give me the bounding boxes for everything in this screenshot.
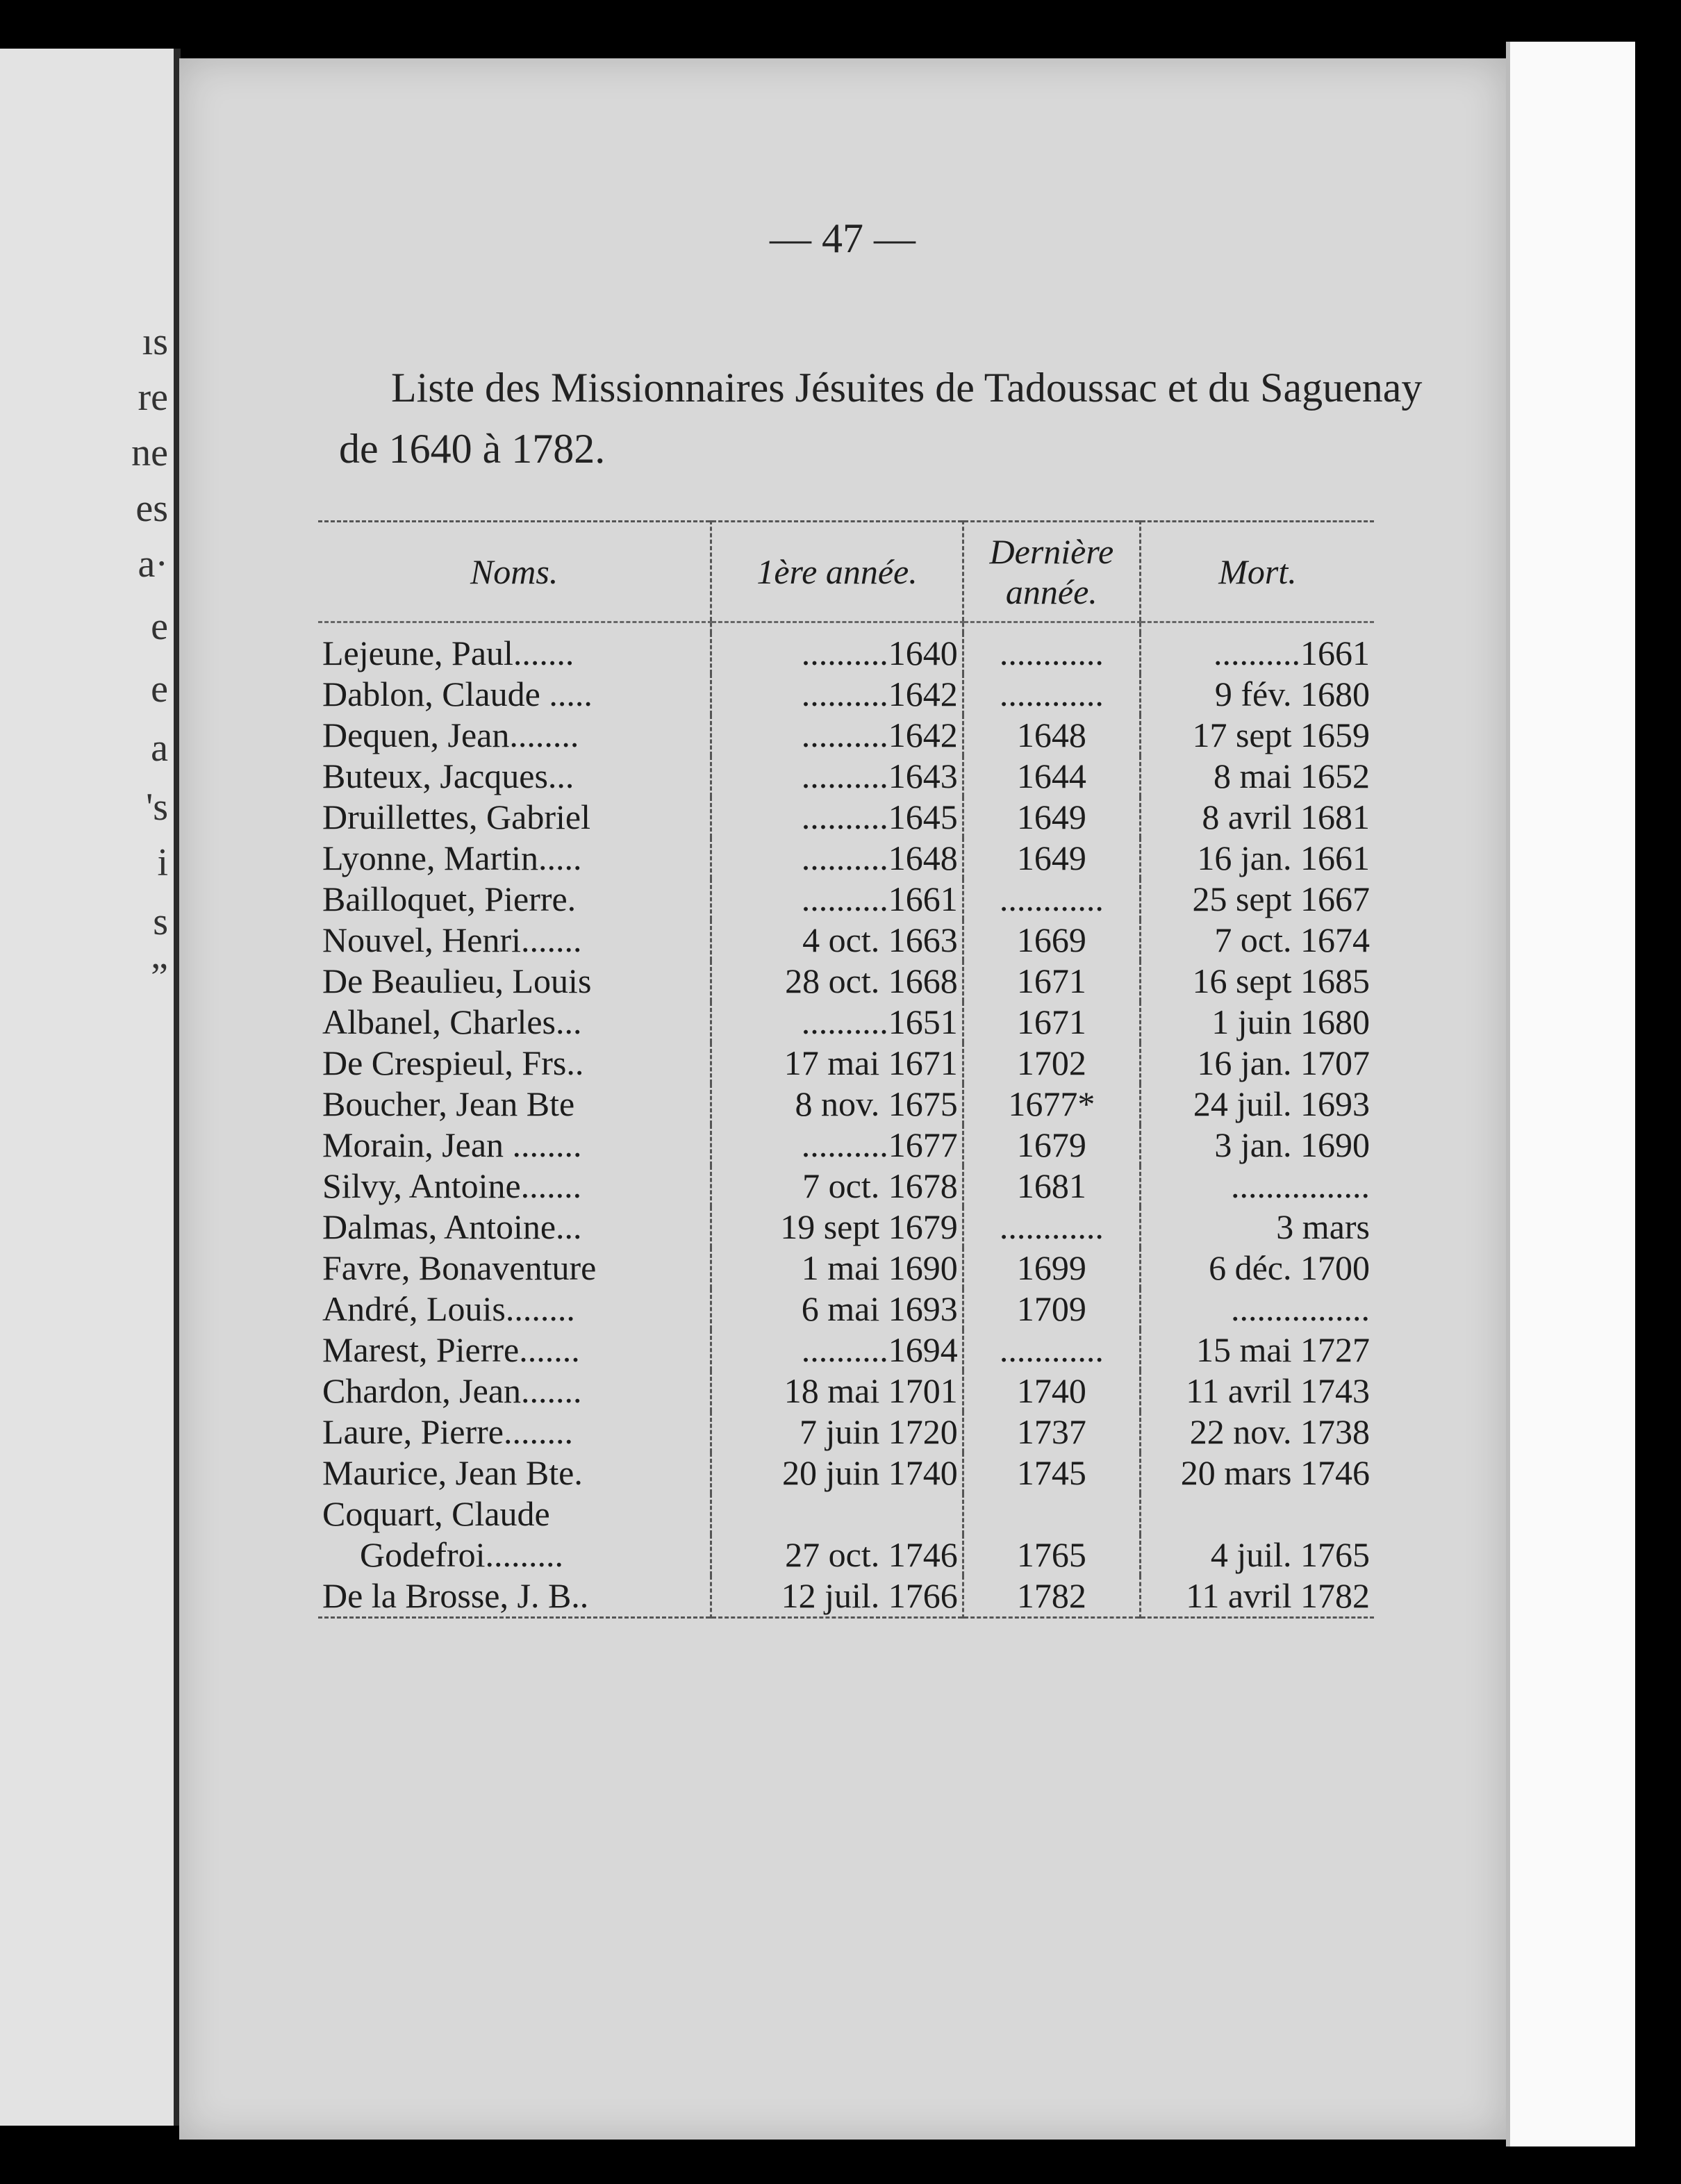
death-date-cell: ..........1661 (1140, 633, 1374, 674)
table-row (318, 1125, 1374, 1166)
last-year-cell: 1699 (963, 1248, 1140, 1289)
missionary-name-cell: De Crespieul, Frs.. (322, 1043, 584, 1082)
left-edge-text: ıs (142, 320, 168, 363)
last-year-cell: 1709 (963, 1289, 1140, 1330)
table-row (318, 1453, 1374, 1494)
first-year-cell (711, 1494, 963, 1534)
table-body (318, 622, 1374, 1618)
missionary-name-cell: Lyonne, Martin..... (322, 838, 582, 877)
left-edge-text: ne (131, 431, 168, 474)
missionary-name-cell: Boucher, Jean Bte (322, 1084, 575, 1123)
death-date-cell: 24 juil. 1693 (1140, 1084, 1374, 1125)
death-date-cell: 4 juil. 1765 (1140, 1534, 1374, 1575)
first-year-cell: ..........1645 (711, 797, 963, 838)
left-edge-text: e (151, 668, 168, 711)
table-row (318, 1207, 1374, 1248)
death-date-cell: 16 jan. 1661 (1140, 838, 1374, 879)
first-year-cell: 1 mai 1690 (711, 1248, 963, 1289)
left-edge-text: ” (151, 956, 168, 999)
last-year-cell: 1671 (963, 1002, 1140, 1043)
death-date-cell: 16 sept 1685 (1140, 961, 1374, 1002)
first-year-cell: ..........1648 (711, 838, 963, 879)
document-page (179, 58, 1506, 2140)
table-row (318, 797, 1374, 838)
missionary-name-cell: Nouvel, Henri....... (322, 920, 582, 959)
table-row (318, 1494, 1374, 1534)
first-year-cell: ..........1651 (711, 1002, 963, 1043)
death-date-cell: 17 sept 1659 (1140, 715, 1374, 756)
missionary-name-cell: Bailloquet, Pierre. (322, 879, 577, 918)
death-date-cell: 1 juin 1680 (1140, 1002, 1374, 1043)
table-row (318, 1371, 1374, 1412)
first-year-cell: ..........1694 (711, 1330, 963, 1371)
death-date-cell: 11 avril 1743 (1140, 1371, 1374, 1412)
left-edge-text: 's (146, 786, 168, 829)
first-year-cell: 28 oct. 1668 (711, 961, 963, 1002)
death-date-cell: 7 oct. 1674 (1140, 920, 1374, 961)
missionary-name-cell: Favre, Bonaventure (322, 1248, 597, 1287)
missionary-name-cell: Maurice, Jean Bte. (322, 1453, 583, 1492)
death-date-cell: ................ (1140, 1289, 1374, 1330)
death-date-cell (1140, 1494, 1374, 1534)
table-row (318, 1330, 1374, 1371)
first-year-cell: 7 juin 1720 (711, 1412, 963, 1453)
death-date-cell: 20 mars 1746 (1140, 1453, 1374, 1494)
first-year-cell: 19 sept 1679 (711, 1207, 963, 1248)
last-year-cell: 1644 (963, 756, 1140, 797)
last-year-cell: 1765 (963, 1534, 1140, 1575)
table-row (318, 1084, 1374, 1125)
death-date-cell: 16 jan. 1707 (1140, 1043, 1374, 1084)
missionary-name-cell: Druillettes, Gabriel (322, 797, 590, 836)
last-year-cell: ............ (963, 674, 1140, 715)
last-year-cell: 1782 (963, 1575, 1140, 1618)
death-date-cell: 3 mars (1140, 1207, 1374, 1248)
last-year-cell: 1737 (963, 1412, 1140, 1453)
first-year-cell: 8 nov. 1675 (711, 1084, 963, 1125)
missionary-name-cell: Godefroi......... (360, 1535, 563, 1574)
death-date-cell: 22 nov. 1738 (1140, 1412, 1374, 1453)
missionary-name-cell: Chardon, Jean....... (322, 1371, 582, 1410)
table-row (318, 961, 1374, 1002)
table-row (318, 1534, 1374, 1575)
death-date-cell: 25 sept 1667 (1140, 879, 1374, 920)
last-year-cell: 1745 (963, 1453, 1140, 1494)
first-year-cell: 7 oct. 1678 (711, 1166, 963, 1207)
table-row (318, 1575, 1374, 1618)
table-row (318, 838, 1374, 879)
first-year-cell: ..........1642 (711, 674, 963, 715)
missionary-name-cell: Morain, Jean ........ (322, 1125, 582, 1164)
table-row (318, 674, 1374, 715)
missionary-name-cell: Dequen, Jean........ (322, 715, 579, 754)
table-row (318, 1248, 1374, 1289)
last-year-cell: ............ (963, 879, 1140, 920)
first-year-cell: ..........1642 (711, 715, 963, 756)
missionary-name-cell: Dablon, Claude ..... (322, 675, 593, 713)
death-date-cell: 9 fév. 1680 (1140, 674, 1374, 715)
last-year-cell: 1671 (963, 961, 1140, 1002)
last-year-cell: 1677* (963, 1084, 1140, 1125)
last-year-cell: 1648 (963, 715, 1140, 756)
table-spacer-row (318, 622, 1374, 634)
missionary-name-cell: Albanel, Charles... (322, 1002, 582, 1041)
table-row (318, 1412, 1374, 1453)
last-year-cell (963, 1494, 1140, 1534)
last-year-cell: 1649 (963, 797, 1140, 838)
first-year-cell: 20 juin 1740 (711, 1453, 963, 1494)
first-year-cell: 6 mai 1693 (711, 1289, 963, 1330)
missionary-name-cell: Marest, Pierre....... (322, 1330, 580, 1369)
table-row (318, 633, 1374, 674)
left-edge-text: a· (138, 543, 168, 586)
table-header-row (318, 522, 1374, 622)
left-edge-text: re (138, 376, 168, 419)
last-year-cell: ............ (963, 633, 1140, 674)
death-date-cell: 8 mai 1652 (1140, 756, 1374, 797)
first-year-cell: ..........1640 (711, 633, 963, 674)
column-header-last-line1: Dernière (989, 532, 1114, 571)
first-year-cell: ..........1643 (711, 756, 963, 797)
last-year-cell: 1679 (963, 1125, 1140, 1166)
left-edge-text: i (157, 841, 168, 884)
column-header-last-line2: année. (1005, 572, 1098, 611)
left-edge-text: a (151, 727, 168, 770)
first-year-cell: 18 mai 1701 (711, 1371, 963, 1412)
column-header-last-year (963, 522, 1140, 622)
missionary-name-cell: De Beaulieu, Louis (322, 961, 592, 1000)
left-edge-text: s (153, 900, 168, 943)
table-row (318, 1002, 1374, 1043)
missionary-name-cell: Buteux, Jacques... (322, 756, 574, 795)
death-date-cell: 8 avril 1681 (1140, 797, 1374, 838)
table-row (318, 1043, 1374, 1084)
last-year-cell: ............ (963, 1330, 1140, 1371)
column-header-name: Noms. (318, 522, 711, 622)
missionary-name-cell: Lejeune, Paul....... (322, 634, 574, 672)
last-year-cell: 1649 (963, 838, 1140, 879)
last-year-cell: 1740 (963, 1371, 1140, 1412)
table-row (318, 715, 1374, 756)
missionary-name-cell: Dalmas, Antoine... (322, 1207, 582, 1246)
table-row (318, 1289, 1374, 1330)
table-row (318, 1166, 1374, 1207)
death-date-cell: ................ (1140, 1166, 1374, 1207)
left-page (0, 49, 181, 2126)
missionary-name-cell: De la Brosse, J. B.. (322, 1576, 589, 1615)
first-year-cell: 12 juil. 1766 (711, 1575, 963, 1618)
left-edge-text: e (151, 605, 168, 648)
first-year-cell: ..........1677 (711, 1125, 963, 1166)
page-title: Liste des Missionnaires Jésuites de Tadoussac et du Saguenay de 1640 à 1782. (339, 365, 1423, 472)
last-year-cell: 1681 (963, 1166, 1140, 1207)
last-year-cell: 1669 (963, 920, 1140, 961)
first-year-cell: ..........1661 (711, 879, 963, 920)
page-number: — 47 — (770, 215, 916, 261)
first-year-cell: 4 oct. 1663 (711, 920, 963, 961)
table-row (318, 756, 1374, 797)
first-year-cell: 17 mai 1671 (711, 1043, 963, 1084)
table-row (318, 879, 1374, 920)
last-year-cell: ............ (963, 1207, 1140, 1248)
missionary-name-cell: Silvy, Antoine....... (322, 1166, 582, 1205)
missionary-name-cell: Laure, Pierre........ (322, 1412, 573, 1451)
last-year-cell: 1702 (963, 1043, 1140, 1084)
column-header-first-year: 1ère année. (711, 522, 963, 622)
page-edge (1506, 42, 1635, 2146)
first-year-cell: 27 oct. 1746 (711, 1534, 963, 1575)
missionary-name-cell: Coquart, Claude (322, 1494, 550, 1533)
table-row (318, 920, 1374, 961)
death-date-cell: 15 mai 1727 (1140, 1330, 1374, 1371)
death-date-cell: 6 déc. 1700 (1140, 1248, 1374, 1289)
left-edge-text: es (135, 487, 168, 530)
death-date-cell: 11 avril 1782 (1140, 1575, 1374, 1618)
death-date-cell: 3 jan. 1690 (1140, 1125, 1374, 1166)
missionary-name-cell: André, Louis........ (322, 1289, 575, 1328)
column-header-death: Mort. (1140, 522, 1374, 622)
missionaries-table (318, 520, 1374, 1619)
